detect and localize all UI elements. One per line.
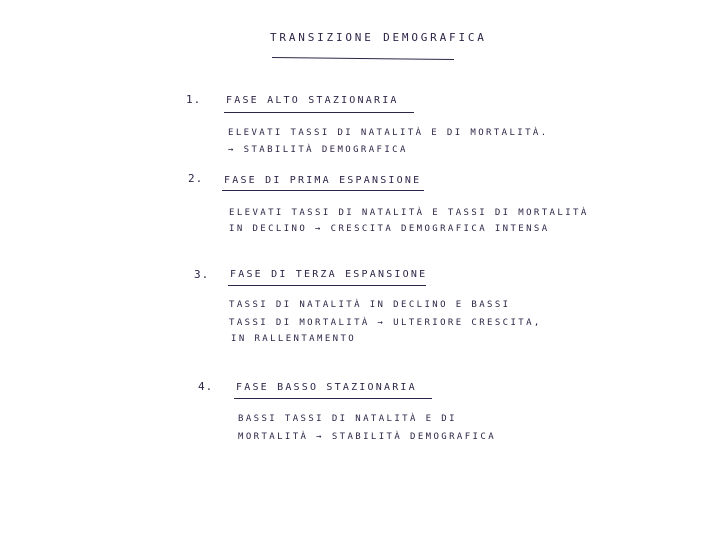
phase-2-line-2: IN DECLINO → CRESCITA DEMOGRAFICA INTENSA: [229, 224, 550, 234]
phase-4-number: 4.: [198, 380, 214, 393]
phase-4-line-1: BASSI TASSI DI NATALITÀ E DI: [238, 414, 457, 424]
phase-3-line-2: TASSI DI MORTALITÀ → ULTERIORE CRESCITA,: [229, 318, 542, 328]
phase-1-number: 1.: [186, 93, 202, 106]
phase-3-underline: [228, 285, 426, 286]
phase-1-underline: [224, 112, 414, 113]
phase-2-underline: [222, 190, 424, 191]
phase-1-line-1: ELEVATI TASSI DI NATALITÀ E DI MORTALITÀ.: [228, 128, 549, 138]
phase-1-title: FASE ALTO STAZIONARIA: [226, 95, 399, 106]
phase-3-line-1: TASSI DI NATALITÀ IN DECLINO E BASSI: [229, 300, 511, 310]
phase-3-number: 3.: [194, 268, 210, 281]
phase-3-line-3: IN RALLENTAMENTO: [231, 334, 357, 344]
phase-4-underline: [234, 398, 432, 399]
phase-2-number: 2.: [188, 172, 204, 185]
phase-4-title: FASE BASSO STAZIONARIA: [236, 382, 417, 393]
phase-2-title: FASE DI PRIMA ESPANSIONE: [224, 175, 422, 186]
phase-1-line-2: → STABILITÀ DEMOGRAFICA: [228, 145, 408, 155]
title-underline: [272, 57, 454, 60]
phase-2-line-1: ELEVATI TASSI DI NATALITÀ E TASSI DI MORTALITÀ: [229, 208, 589, 218]
phase-4-line-2: MORTALITÀ → STABILITÀ DEMOGRAFICA: [238, 432, 497, 442]
page-title: TRANSIZIONE DEMOGRAFICA: [270, 31, 487, 44]
phase-3-title: FASE DI TERZA ESPANSIONE: [230, 269, 428, 280]
